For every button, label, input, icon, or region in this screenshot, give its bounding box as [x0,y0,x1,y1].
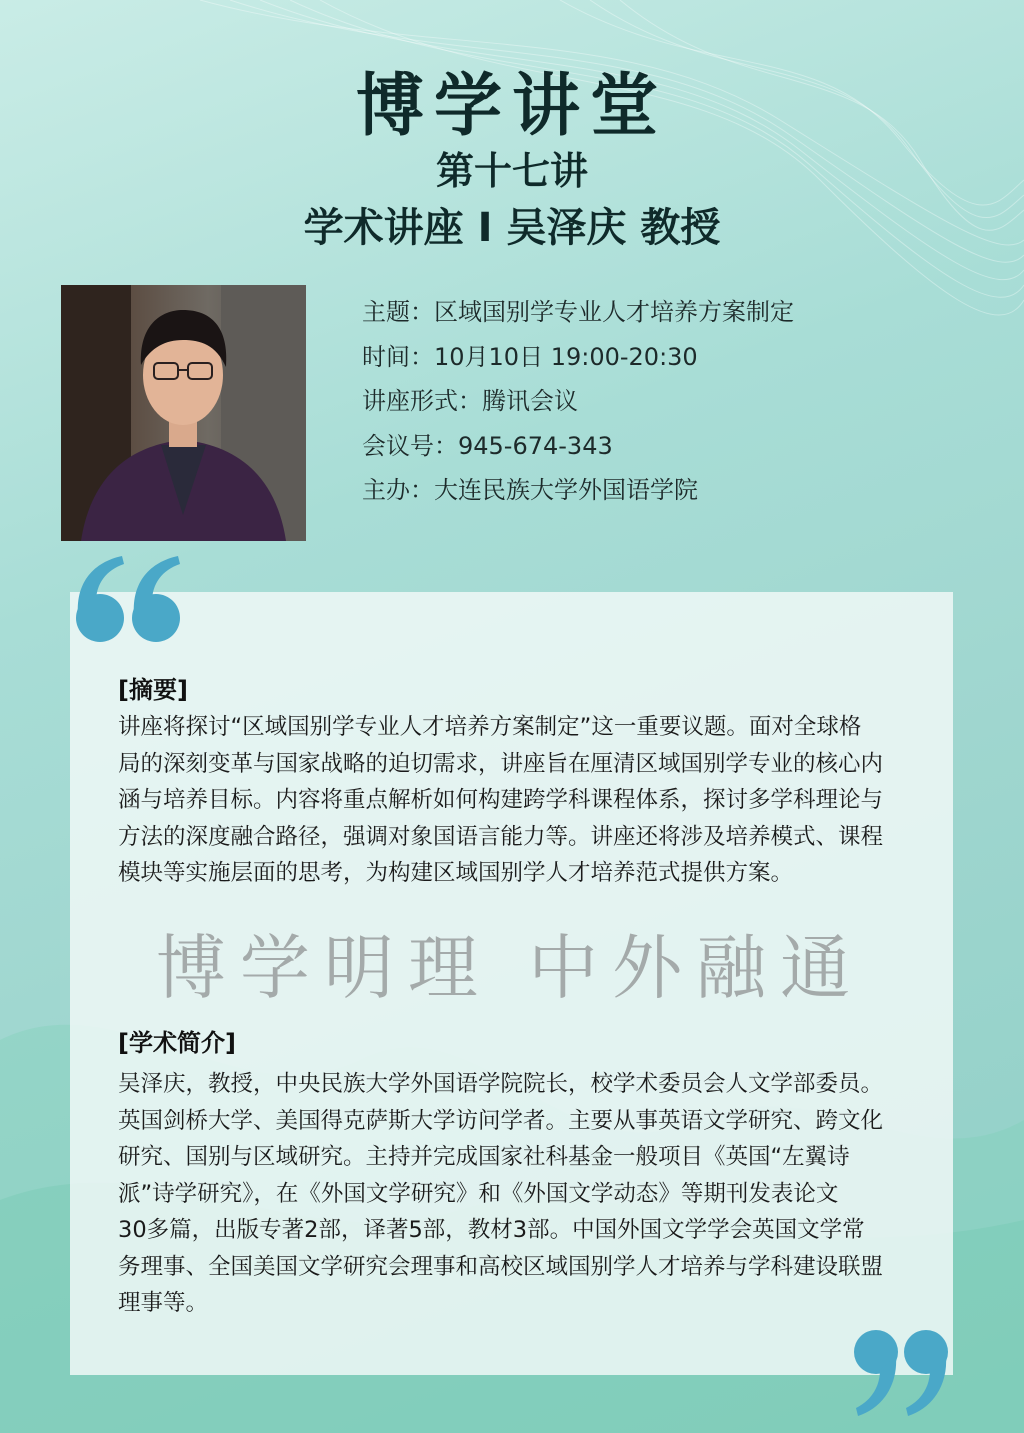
page-title: 博学讲堂 [355,67,668,146]
bio-line: 英国剑桥大学、美国得克萨斯大学访问学者。主要从事英语文学研究、跨文化 [118,1107,884,1134]
bio-line: 30多篇，出版专著2部，译著5部，教材3部。中国外国文学学会英国文学常 [118,1217,865,1243]
bio-line: 派”诗学研究》，在《外国文学研究》和《外国文学动态》等期刊发表论文 [118,1180,839,1207]
abstract-line: 讲座将探讨“区域国别学专业人才培养方案制定”这一重要议题。面对全球格 [118,714,862,740]
motto-calligraphy: 博学明理 中外融通 [155,927,865,1009]
abstract-line: 局的深刻变革与国家战略的迫切需求，讲座旨在厘清区域国别学专业的核心内 [118,750,884,777]
abstract-line: 模块等实施层面的思考，为构建区域国别学人才培养范式提供方案。 [118,860,794,886]
info-meeting-id: 会议号：945-674-343 [362,431,613,460]
lecture-number: 第十七讲 [435,149,588,193]
bio-line: 研究、国别与区域研究。主持并完成国家社科基金一般项目《英国“左翼诗 [118,1144,850,1170]
info-format: 讲座形式：腾讯会议 [362,387,578,415]
lecture-subtitle: 学术讲座 I 吴泽庆 教授 [303,205,721,251]
bio-body [118,1066,918,1322]
lecture-info [362,290,794,513]
bio-heading: [学术简介] [118,1029,236,1057]
abstract-heading: [摘要] [118,676,188,704]
bio-line: 务理事、全国美国文学研究会理事和高校区域国别学人才培养与学科建设联盟 [118,1253,884,1280]
abstract-line: 涵与培养目标。内容将重点解析如何构建跨学科课程体系，探讨多学科理论与 [118,787,884,813]
info-time: 时间：10月10日 19:00-20:30 [362,342,698,371]
abstract-body [118,709,918,892]
info-host: 主办：大连民族大学外国语学院 [362,476,698,504]
abstract-line: 方法的深度融合路径，强调对象国语言能力等。讲座还将涉及培养模式、课程 [118,823,884,850]
info-topic: 主题：区域国别学专业人才培养方案制定 [362,298,794,326]
bio-line: 理事等。 [118,1290,209,1316]
bio-line: 吴泽庆，教授，中央民族大学外国语学院院长，校学术委员会人文学部委员。 [118,1071,884,1097]
open-quote-icon [72,552,184,648]
close-quote-icon [852,1324,952,1420]
speaker-photo [61,285,306,541]
